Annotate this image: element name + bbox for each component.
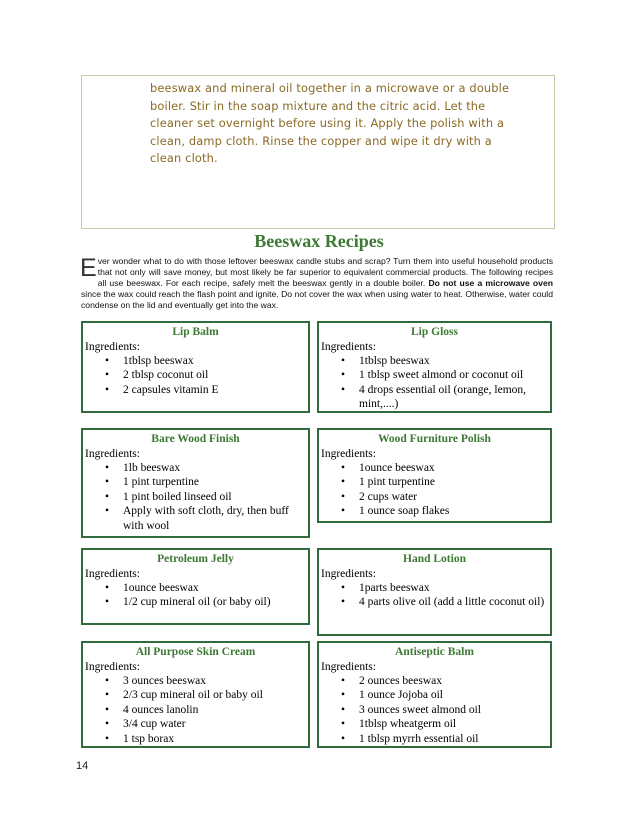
instruction-line: beeswax and mineral oil together in a microwave or a double (150, 81, 510, 95)
ingredient-item: • 3/4 cup water (123, 717, 308, 731)
ingredients-label: Ingredients: (85, 341, 140, 353)
ingredient-list (319, 354, 550, 412)
ingredient-item: • 4 ounces lanolin (123, 703, 308, 717)
recipe-title: Wood Furniture Polish (378, 433, 491, 445)
ingredient-list (83, 354, 308, 397)
ingredient-item: • 4 drops essential oil (orange, lemon, mint,....) (359, 383, 550, 412)
instruction-line: clean, damp cloth. Rinse the copper and wipe it dry with a (150, 133, 492, 148)
ingredient-item: • 1tblsp wheatgerm oil (359, 717, 550, 731)
ingredient-item: • 1ounce beeswax (123, 581, 308, 595)
ingredient-item: • 3 ounces beeswax (123, 674, 308, 688)
recipe-card-wood-furniture-polish (317, 428, 552, 523)
ingredient-item: • 2/3 cup mineral oil or baby oil (123, 688, 308, 702)
continued-instructions-text (150, 80, 545, 168)
ingredient-list (83, 581, 308, 610)
ingredient-item: • 1 tblsp myrrh essential oil (359, 732, 550, 746)
recipe-card-hand-lotion (317, 548, 552, 636)
recipe-card-lip-balm (81, 321, 310, 413)
page-number: 14 (76, 760, 89, 772)
recipe-card-all-purpose-skin-cream (81, 641, 310, 748)
ingredient-item: • 1tblsp beeswax (359, 354, 550, 368)
ingredient-item: • 1/2 cup mineral oil (or baby oil) (123, 595, 308, 609)
section-heading: Beeswax Recipes (254, 231, 384, 251)
recipe-title: Lip Gloss (411, 326, 458, 338)
ingredient-list (319, 581, 550, 610)
ingredient-list (319, 674, 550, 746)
recipe-title: Hand Lotion (403, 553, 466, 565)
ingredient-list (83, 674, 308, 746)
ingredients-label: Ingredients: (321, 448, 376, 460)
ingredients-label: Ingredients: (85, 448, 140, 460)
ingredient-list (319, 461, 550, 519)
ingredient-item: • 1ounce beeswax (359, 461, 550, 475)
ingredients-label: Ingredients: (321, 568, 376, 580)
instruction-line: boiler. Stir in the soap mixture and the citric acid. Let the (150, 98, 486, 113)
ingredient-item: • 2 cups water (359, 490, 550, 504)
ingredient-item: • 3 ounces sweet almond oil (359, 703, 550, 717)
ingredients-label: Ingredients: (321, 341, 376, 353)
ingredient-item: • 1parts beeswax (359, 581, 550, 595)
ingredients-label: Ingredients: (85, 661, 140, 673)
recipe-title: All Purpose Skin Cream (135, 646, 256, 658)
recipe-title: Petroleum Jelly (157, 553, 234, 565)
ingredient-item: • 2 ounces beeswax (359, 674, 550, 688)
ingredient-item: • 4 parts olive oil (add a little coconut oil) (359, 595, 550, 609)
ingredient-item: • 2 tblsp coconut oil (123, 368, 308, 382)
ingredient-item: • 1 pint boiled linseed oil (123, 490, 308, 504)
recipe-title: Lip Balm (172, 326, 219, 338)
ingredient-item: • 1lb beeswax (123, 461, 308, 475)
ingredient-item: • 1tblsp beeswax (123, 354, 308, 368)
intro-text-end: since the wax could reach the flash point and ignite. Do not cover the wax when using water to heat. Otherwise, water could condense on the lid and eventually get into the wax. (81, 289, 553, 310)
drop-cap: E (80, 254, 97, 282)
ingredient-item: • 1 tsp borax (123, 732, 308, 746)
ingredient-item: • 1 pint turpentine (359, 475, 550, 489)
recipe-card-antiseptic-balm (317, 641, 552, 748)
intro-text: ver wonder what to do with those leftover beeswax candle stubs and scrap? Turn them into useful household products that not only will save money, but most likely be far superior to equivalent commercial products. The following recipes all use beeswax. For each recipe, safely melt the beeswax gently in a double boiler. (97, 256, 553, 288)
ingredient-item: • 1 pint turpentine (123, 475, 308, 489)
recipe-title: Bare Wood Finish (151, 433, 240, 445)
recipe-title: Antiseptic Balm (395, 646, 474, 658)
ingredient-item: • 1 ounce Jojoba oil (359, 688, 550, 702)
ingredient-item: • 1 ounce soap flakes (359, 504, 550, 518)
ingredient-list (83, 461, 308, 533)
ingredients-label: Ingredients: (321, 661, 376, 673)
recipe-card-bare-wood-finish (81, 428, 310, 538)
intro-paragraph (81, 256, 553, 311)
instruction-line: cleaner set overnight before using it. Apply the polish with a (150, 116, 505, 130)
recipe-card-petroleum-jelly (81, 548, 310, 625)
instruction-line: clean cloth. (150, 151, 218, 165)
continued-instructions-box (81, 75, 555, 229)
microwave-warning: Do not use a microwave oven (428, 278, 553, 288)
recipe-card-lip-gloss (317, 321, 552, 413)
ingredient-item: • 2 capsules vitamin E (123, 383, 308, 397)
ingredient-item: • Apply with soft cloth, dry, then buff with wool (123, 504, 308, 533)
ingredients-label: Ingredients: (85, 568, 140, 580)
ingredient-item: • 1 tblsp sweet almond or coconut oil (359, 368, 550, 382)
